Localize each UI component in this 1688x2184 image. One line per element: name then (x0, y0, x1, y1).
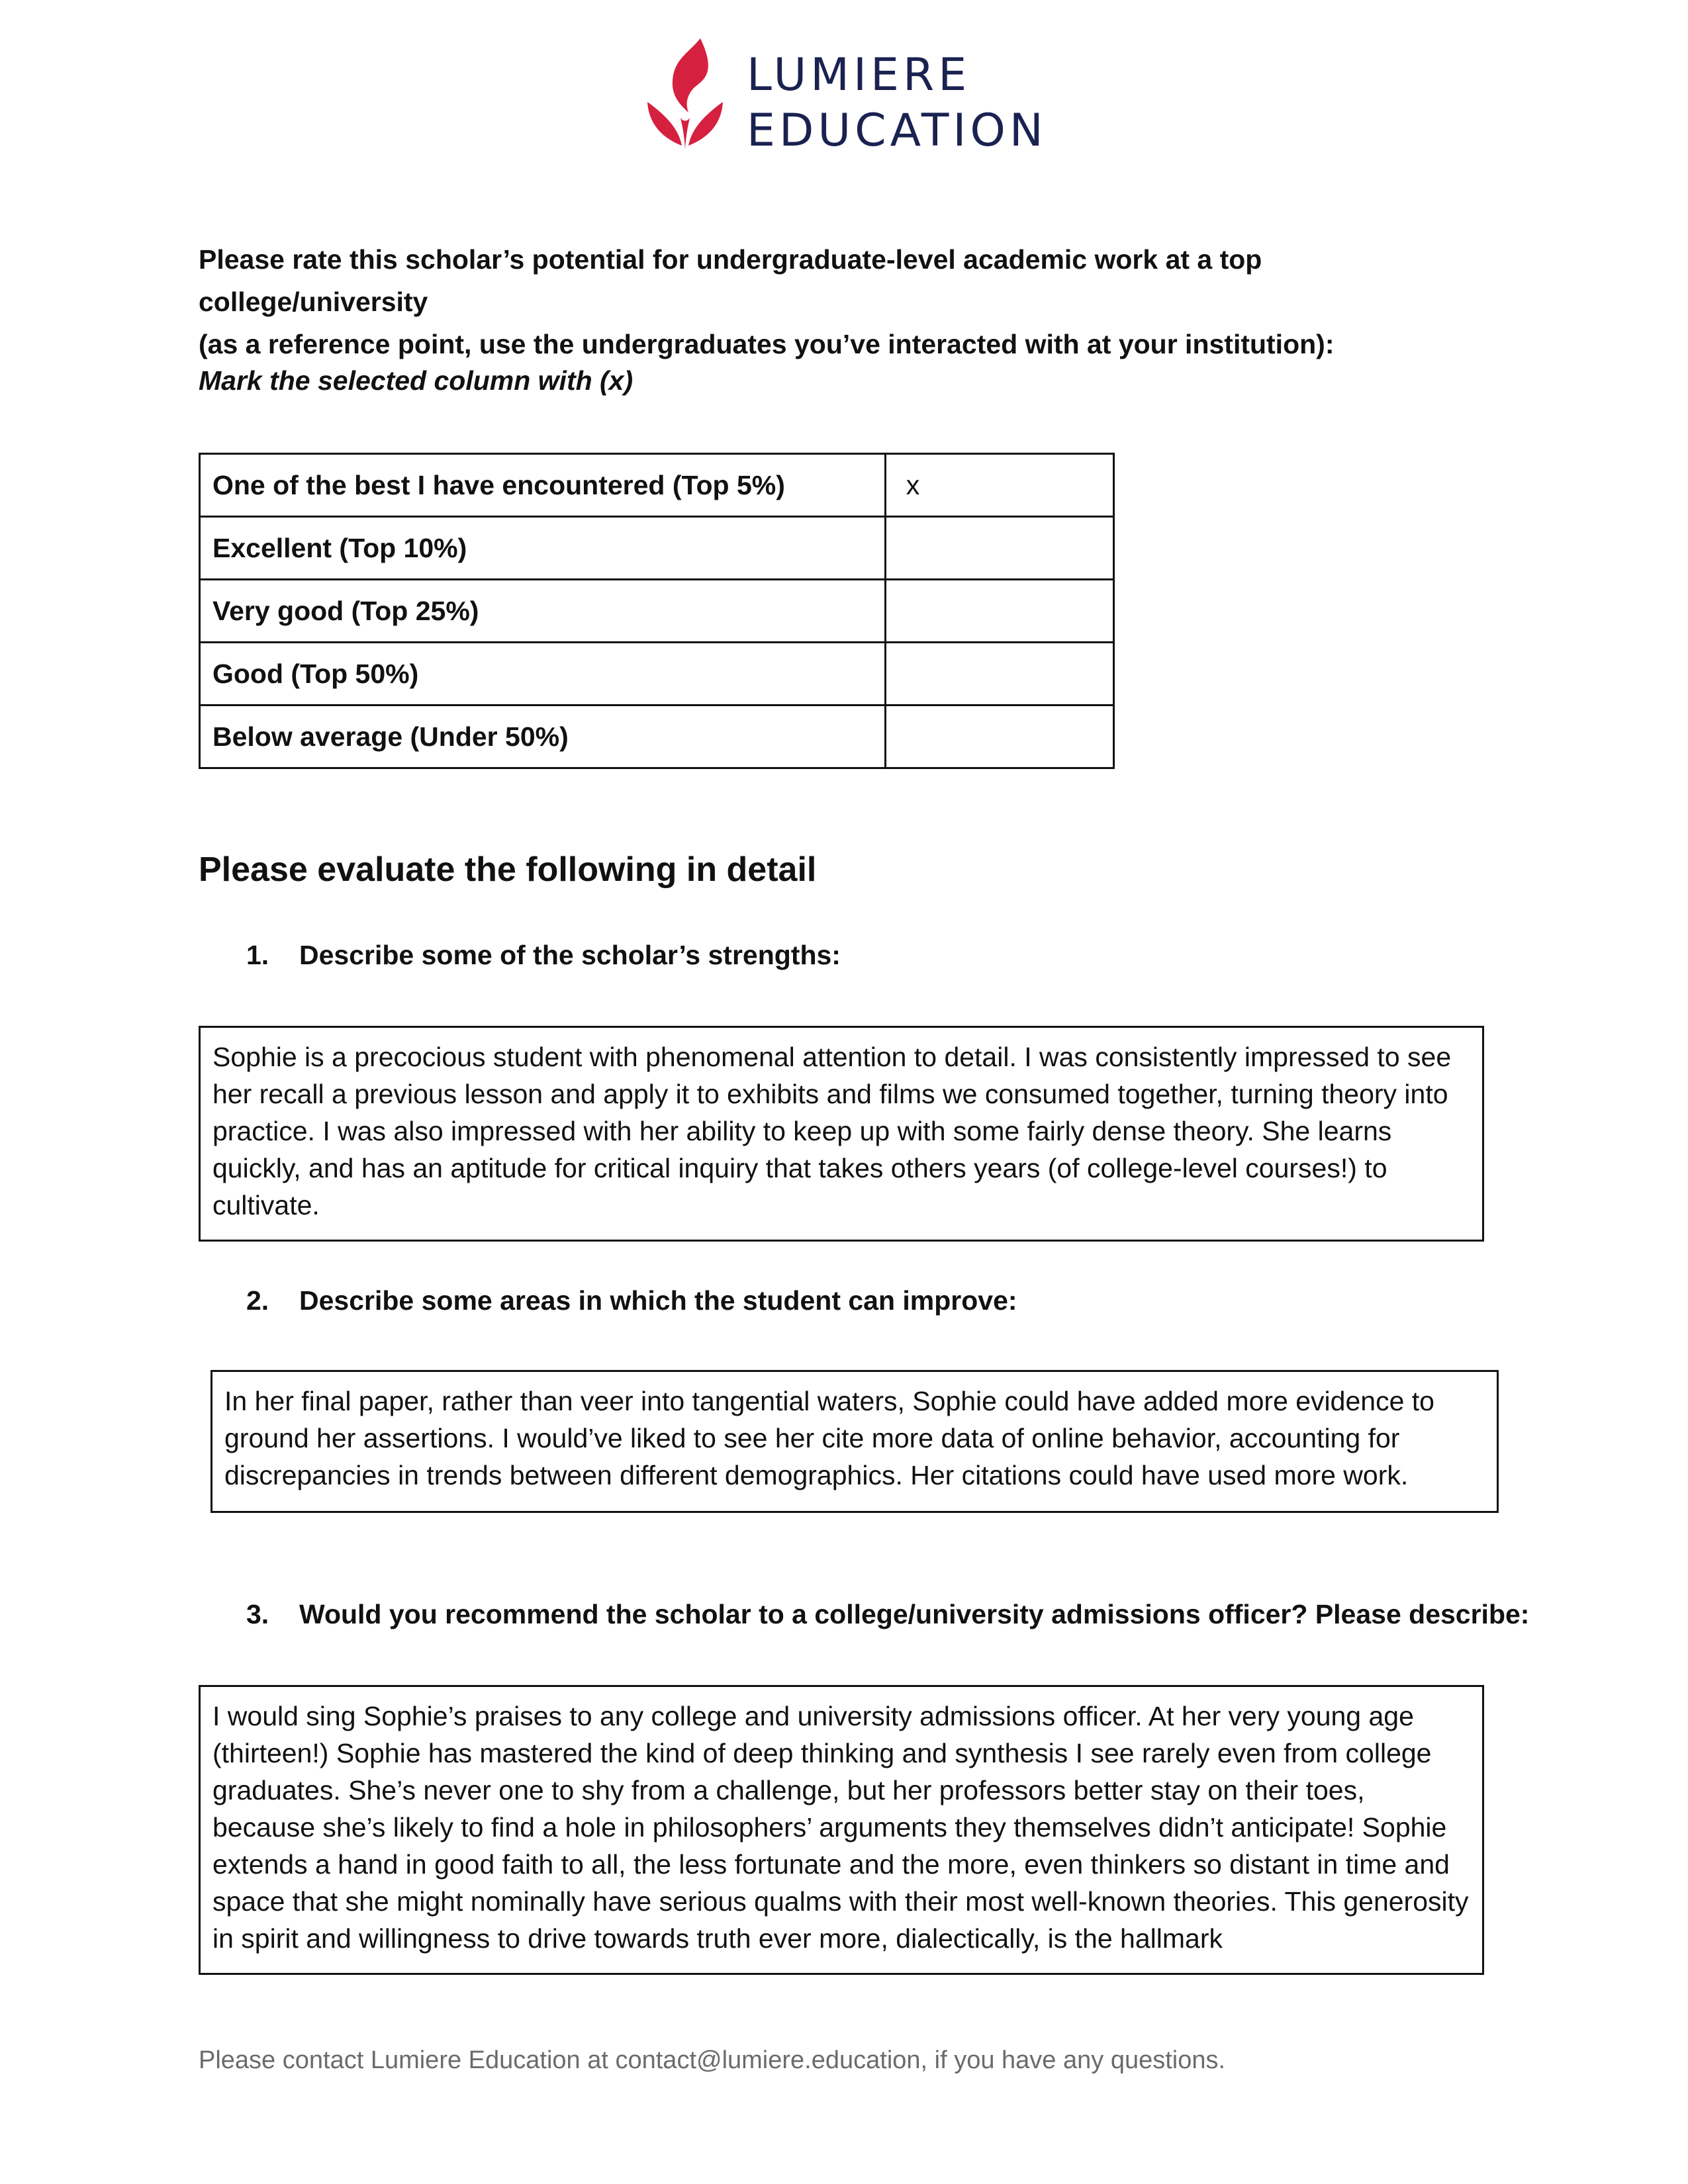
rating-table (199, 453, 1115, 769)
rating-mark-cell[interactable] (885, 580, 1113, 643)
rating-label: Very good (Top 25%) (200, 580, 886, 643)
question-2 (246, 1285, 1017, 1316)
logo-wordmark (747, 48, 1047, 159)
question-number: 2. (246, 1285, 269, 1316)
rating-row (200, 580, 1114, 643)
rating-intro (199, 238, 1496, 365)
rating-mark-cell[interactable] (885, 517, 1113, 580)
question-text: Describe some of the scholar’s strengths: (299, 940, 841, 970)
rating-row (200, 454, 1114, 517)
rating-row (200, 705, 1114, 768)
section-title: Please evaluate the following in detail (199, 850, 817, 889)
question-number: 3. (246, 1599, 269, 1629)
answer-box-improvements[interactable]: In her final paper, rather than veer into tangential waters, Sophie could have added more evidence to ground her assertions. I would’ve liked to see her cite more data of online behavior, accounting for discrepancies in trends between different demographics. Her citations could have used more work. (211, 1370, 1499, 1513)
rating-label: Excellent (Top 10%) (200, 517, 886, 580)
rating-instruction: Mark the selected column with (x) (199, 365, 633, 396)
question-3 (246, 1599, 1529, 1630)
lumiere-logo (642, 33, 1053, 157)
rating-intro-line-2: (as a reference point, use the undergraduates you’ve interacted with at your institution): (199, 329, 1335, 359)
logo-line-2: EDUCATION (747, 105, 1047, 157)
rating-mark-cell[interactable]: x (885, 454, 1113, 517)
logo-line-1: LUMIERE (747, 49, 971, 101)
contact-footer: Please contact Lumiere Education at contact@lumiere.education, if you have any questions. (199, 2046, 1226, 2074)
flame-logo-icon (642, 33, 728, 152)
rating-label: Below average (Under 50%) (200, 705, 886, 768)
rating-row (200, 643, 1114, 705)
rating-intro-line-1: Please rate this scholar’s potential for undergraduate-level academic work at a top college/university (199, 244, 1262, 317)
rating-label: Good (Top 50%) (200, 643, 886, 705)
rating-label: One of the best I have encountered (Top 5%) (200, 454, 886, 517)
answer-box-recommendation[interactable]: I would sing Sophie’s praises to any college and university admissions officer. At her very young age (thirteen!) Sophie has mastered the kind of deep thinking and synthesis I see rarely even from college graduates. She’s never one to shy from a challenge, but her professors better stay on their toes, because she’s likely to find a hole in philosophers’ arguments they themselves didn’t anticipate! Sophie extends a hand in good faith to all, the less fortunate and the more, even thinkers so distant in time and space that she might nominally have serious qualms with their most well-known theories. This generosity in spirit and willingness to drive towards truth ever more, dialectically, is the hallmark (199, 1685, 1484, 1975)
rating-row (200, 517, 1114, 580)
question-text: Describe some areas in which the student can improve: (299, 1285, 1017, 1316)
question-text: Would you recommend the scholar to a college/university admissions officer? Please describe: (299, 1599, 1530, 1629)
question-number: 1. (246, 940, 269, 970)
answer-box-strengths[interactable]: Sophie is a precocious student with phenomenal attention to detail. I was consistently impressed to see her recall a previous lesson and apply it to exhibits and films we consumed together, turning theory into practice. I was also impressed with her ability to keep up with some fairly dense theory. She learns quickly, and has an aptitude for critical inquiry that takes others years (of college-level courses!) to cultivate. (199, 1026, 1484, 1242)
question-1 (246, 940, 841, 971)
rating-mark-cell[interactable] (885, 705, 1113, 768)
rating-mark-cell[interactable] (885, 643, 1113, 705)
